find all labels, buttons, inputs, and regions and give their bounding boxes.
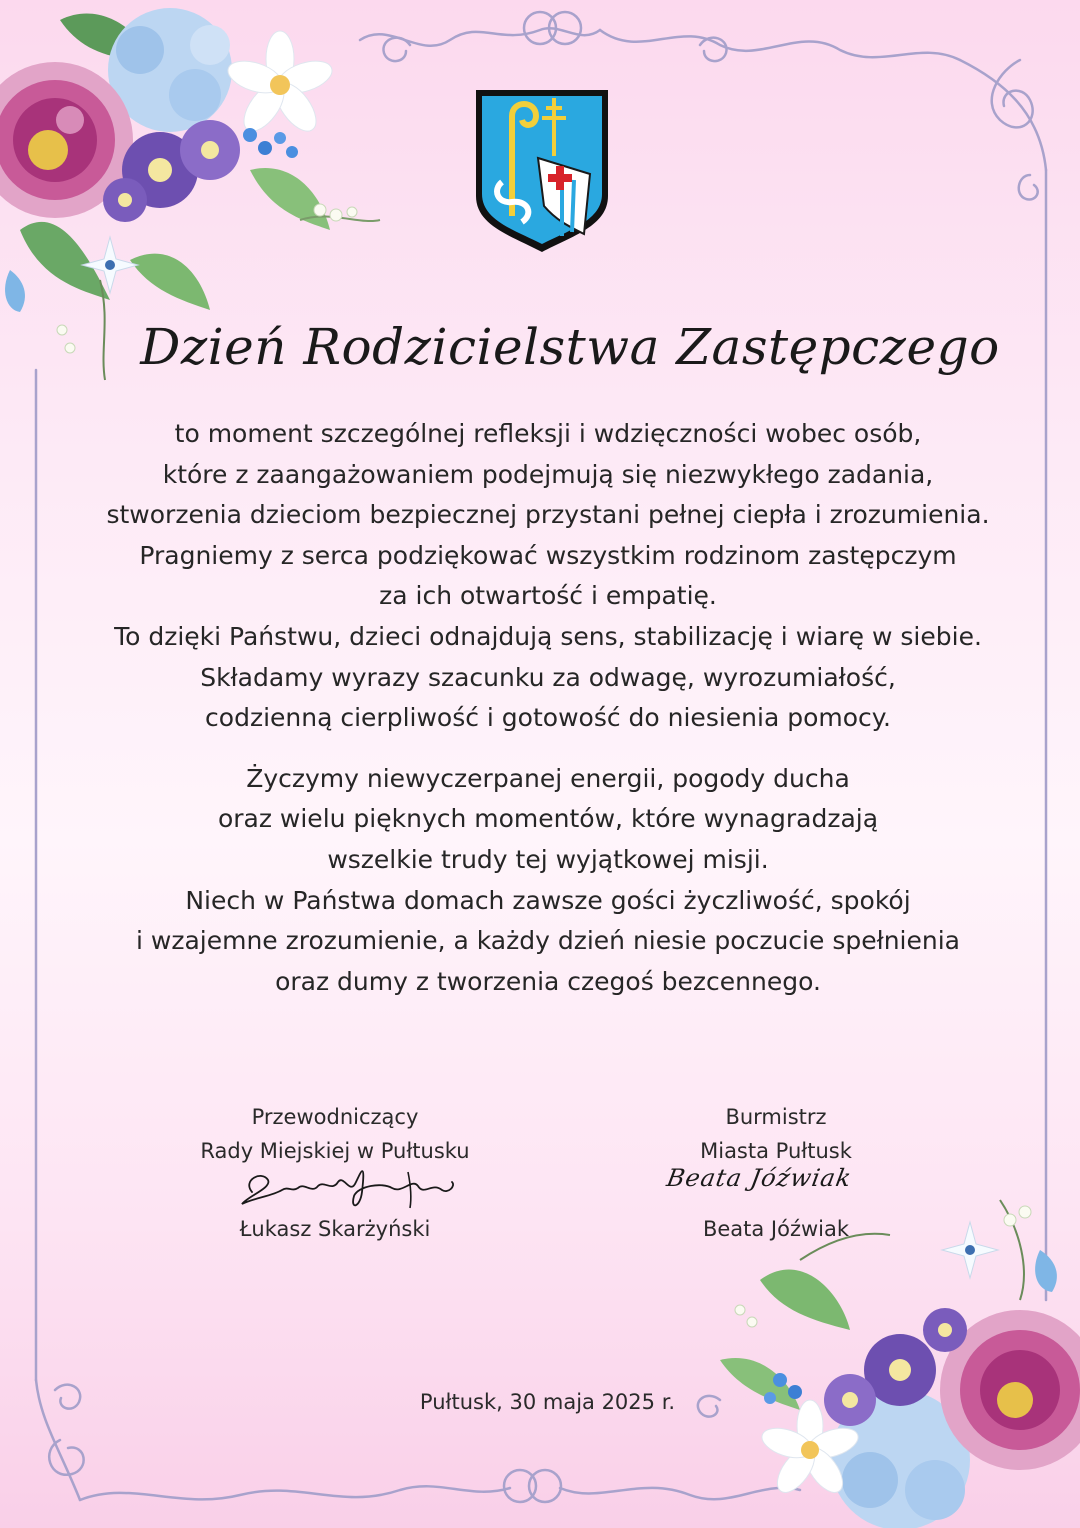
body-line: za ich otwartość i empatię. xyxy=(379,581,717,611)
body-line: stworzenia dzieciom bezpiecznej przystani pełnej ciepła i zrozumienia. xyxy=(106,500,990,530)
handwritten-signature-right: Beata Jóźwiak xyxy=(664,1164,855,1192)
body-line: Pragniemy z serca podziękować wszystkim rodzinom zastępczym xyxy=(139,540,957,570)
paragraph-gap xyxy=(40,739,1056,759)
page-title: Dzień Rodzicielstwa Zastępczego xyxy=(140,318,1000,376)
body-line: oraz wielu pięknych momentów, które wynagradzają xyxy=(217,804,879,834)
body-line: Niech w Państwa domach zawsze gości życzliwość, spokój xyxy=(185,885,911,915)
body-line: Życzymy niewyczerpanej energii, pogody ducha xyxy=(246,763,850,793)
signature-name: Beata Jóźwiak xyxy=(702,1217,850,1241)
body-line: oraz dumy z tworzenia czegoś bezcennego. xyxy=(275,966,821,996)
body-line: codzienną cierpliwość i gotowość do niesienia pomocy. xyxy=(205,703,891,733)
body-line: i wzajemne zrozumienie, a każdy dzień niesie poczucie spełnienia xyxy=(136,926,960,956)
body-line: To dzięki Państwu, dzieci odnajdują sens, stabilizację i wiarę w siebie. xyxy=(114,621,982,651)
handwritten-signature-left xyxy=(232,1152,462,1216)
body-text xyxy=(40,414,1056,1002)
signature-role: Przewodniczący xyxy=(251,1105,419,1129)
signature-role-institution: Miasta Pułtusk xyxy=(700,1139,852,1163)
body-line: które z zaangażowaniem podejmują się niezwykłego zadania, xyxy=(162,459,934,489)
signature-role: Burmistrz xyxy=(725,1105,827,1129)
place-and-date: Pułtusk, 30 maja 2025 r. xyxy=(419,1390,676,1414)
body-line: to moment szczególnej refleksji i wdzięczności wobec osób, xyxy=(174,419,922,448)
body-line: wszelkie trudy tej wyjątkowej misji. xyxy=(327,844,769,874)
paragraph-wishes xyxy=(40,759,1056,1003)
coat-of-arms-crest xyxy=(472,86,612,254)
signature-name: Łukasz Skarżyński xyxy=(239,1217,431,1241)
body-line: Składamy wyrazy szacunku za odwagę, wyrozumiałość, xyxy=(200,662,896,692)
signature-role-institution: Rady Miejskiej w Pułtusku xyxy=(200,1139,470,1163)
paragraph-thanks xyxy=(40,414,1056,739)
